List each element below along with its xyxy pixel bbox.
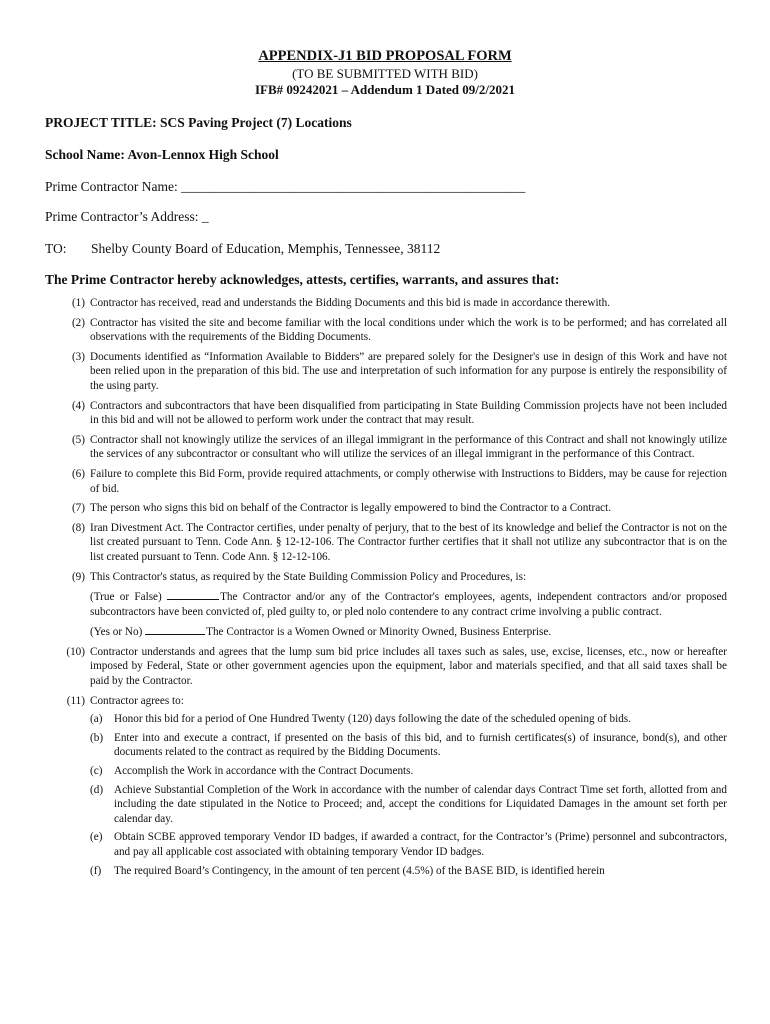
- to-recipient: Shelby County Board of Education, Memphis, Tennessee, 38112: [91, 241, 441, 256]
- list-item: [45, 501, 727, 516]
- item-number: (1): [71, 297, 85, 309]
- list-item: [45, 316, 727, 345]
- agree-text: The required Board’s Contingency, in the amount of ten percent (4.5%) of the BASE BID, is identified herein: [114, 864, 605, 877]
- item-text: Contractor agrees to:: [90, 694, 184, 707]
- agree-letter: (c): [90, 765, 103, 778]
- item-text: The person who signs this bid on behalf of the Contractor is legally empowered to bind the Contractor to a Contract.: [90, 502, 612, 515]
- item-number: (2): [71, 316, 85, 329]
- conviction-statement: The Contractor and/or any of the Contractor's employees, agents, independent contractors and/or proposed subcontractors have been convicted of, pled guilty to, or pled nolo contendere to any contract crime involving a public contract.: [90, 591, 728, 618]
- list-item: [45, 467, 727, 496]
- status-yes-no: [90, 624, 727, 640]
- item-number: (4): [71, 399, 85, 412]
- agree-item: [90, 712, 727, 727]
- yes-no-blank[interactable]: [145, 624, 205, 635]
- agree-text: Achieve Substantial Completion of the Work in accordance with the number of calendar days Contract Time set forth, allotted from and including the date stipulated in the Notice to Proceed; and, accept the conditions for Liquidated Damages in the amount set forth per calendar day.: [114, 783, 727, 825]
- agree-text: Honor this bid for a period of One Hundred Twenty (120) days following the date of the scheduled opening of bids.: [114, 713, 631, 726]
- agree-item: [90, 783, 727, 827]
- item-number: (9): [71, 570, 85, 583]
- agree-letter: (a): [90, 713, 103, 726]
- acknowledgement-list: [45, 296, 727, 883]
- list-item: [45, 694, 727, 879]
- agree-item: [90, 764, 727, 779]
- acknowledgement-intro: The Prime Contractor hereby acknowledges, attests, certifies, warrants, and assures that:: [45, 272, 560, 287]
- status-true-false: [90, 589, 727, 619]
- project-title: PROJECT TITLE: SCS Paving Project (7) Locations: [45, 115, 352, 130]
- form-title: APPENDIX-J1 BID PROPOSAL FORM: [258, 48, 512, 64]
- item-text: Contractor has visited the site and become familiar with the local conditions under which the work is to be performed; and has correlated all observations with the requirements of the Bidding Documents.: [90, 316, 727, 344]
- item-text: Contractor understands and agrees that the lump sum bid price includes all taxes such as sales, use, excise, licenses, etc., now or hereafter imposed by Federal, State or other government agencies upon the equipment, labor and materials specified, and that all said taxes shall be paid by the Contractor.: [90, 645, 727, 688]
- agree-letter: (e): [90, 831, 103, 844]
- item-text: Contractor shall not knowingly utilize the services of an illegal immigrant in the performance of this Contract and shall not knowingly utilize the services of any subcontractor or consultant who will utilize the services of an illegal immigrant in the performance of this Contract.: [90, 433, 727, 461]
- yes-no-label: (Yes or No): [90, 626, 143, 639]
- true-false-label: (True or False): [90, 591, 162, 604]
- item-text: Documents identified as “Information Available to Bidders” are prepared solely for the Designer's use in design of this Work and have not been relied upon in the preparation of this bid. The use and interpretation of such information for any purpose is entirely the responsibility of the using party.: [90, 350, 727, 392]
- item-number: (5): [71, 433, 85, 446]
- item-number: (10): [66, 645, 85, 658]
- item-text: This Contractor's status, as required by the State Building Commission Policy and Procedures, is:: [90, 570, 527, 583]
- item-text: Contractor has received, read and understands the Bidding Documents and this bid is made in accordance therewith.: [90, 297, 611, 309]
- list-item: [45, 350, 727, 394]
- to-label: TO:: [45, 241, 67, 256]
- school-name: School Name: Avon-Lennox High School: [45, 147, 279, 162]
- agree-item: [90, 731, 727, 760]
- agree-letter: (d): [90, 783, 104, 796]
- agree-item: [90, 864, 727, 879]
- list-item: [45, 645, 727, 689]
- prime-contractor-name-field[interactable]: Prime Contractor Name: ___________________________________________________: [45, 179, 526, 194]
- item-text: Iran Divestment Act. The Contractor certifies, under penalty of perjury, that to the best of its knowledge and belief the Contractor is not on the list created pursuant to Tenn. Code Ann. § 12-12-106. The Contractor further certifies that it shall not utilize any subcontractor that is on the list created pursuant to Tenn. Code Ann. § 12-12-106.: [90, 521, 727, 563]
- agree-text: Accomplish the Work in accordance with the Contract Documents.: [114, 765, 414, 778]
- list-item: [45, 521, 727, 565]
- item-number: (7): [71, 502, 85, 515]
- item-number: (6): [71, 467, 85, 480]
- item-number: (3): [71, 350, 85, 363]
- agree-letter: (f): [90, 864, 102, 877]
- true-false-blank[interactable]: [167, 589, 219, 600]
- item-number: (8): [71, 521, 85, 534]
- agree-text: Obtain SCBE approved temporary Vendor ID badges, if awarded a contract, for the Contractor’s (Prime) personnel and subcontractors, and pay all applicable cost associated with obtaining temporary Vendor ID badges.: [114, 831, 727, 858]
- prime-contractor-address-field[interactable]: Prime Contractor’s Address: _: [45, 209, 209, 224]
- list-item: [45, 570, 727, 640]
- item-number: (11): [66, 694, 85, 707]
- agree-text: Enter into and execute a contract, if presented on the basis of this bid, and to furnish certificates(s) of insurance, bond(s), and other documents related to the contract as required by the Bidding Documents.: [114, 731, 727, 759]
- item-text: Failure to complete this Bid Form, provide required attachments, or comply otherwise with Instructions to Bidders, may be cause for rejection of bid.: [90, 467, 727, 495]
- business-enterprise-statement: The Contractor is a Women Owned or Minority Owned, Business Enterprise.: [206, 626, 552, 639]
- ifb-number: IFB# 09242021 – Addendum 1 Dated 09/2/2021: [254, 82, 516, 97]
- form-subtitle: (TO BE SUBMITTED WITH BID): [292, 66, 478, 81]
- agree-item: [90, 830, 727, 859]
- item-text: Contractors and subcontractors that have been disqualified from participating in State Building Commission projects have not been included in this bid and will not be allowed to perform work under the contract that may result.: [90, 399, 727, 427]
- list-item: [45, 296, 727, 311]
- list-item: [45, 399, 727, 428]
- list-item: [45, 433, 727, 462]
- agree-letter: (b): [90, 731, 104, 744]
